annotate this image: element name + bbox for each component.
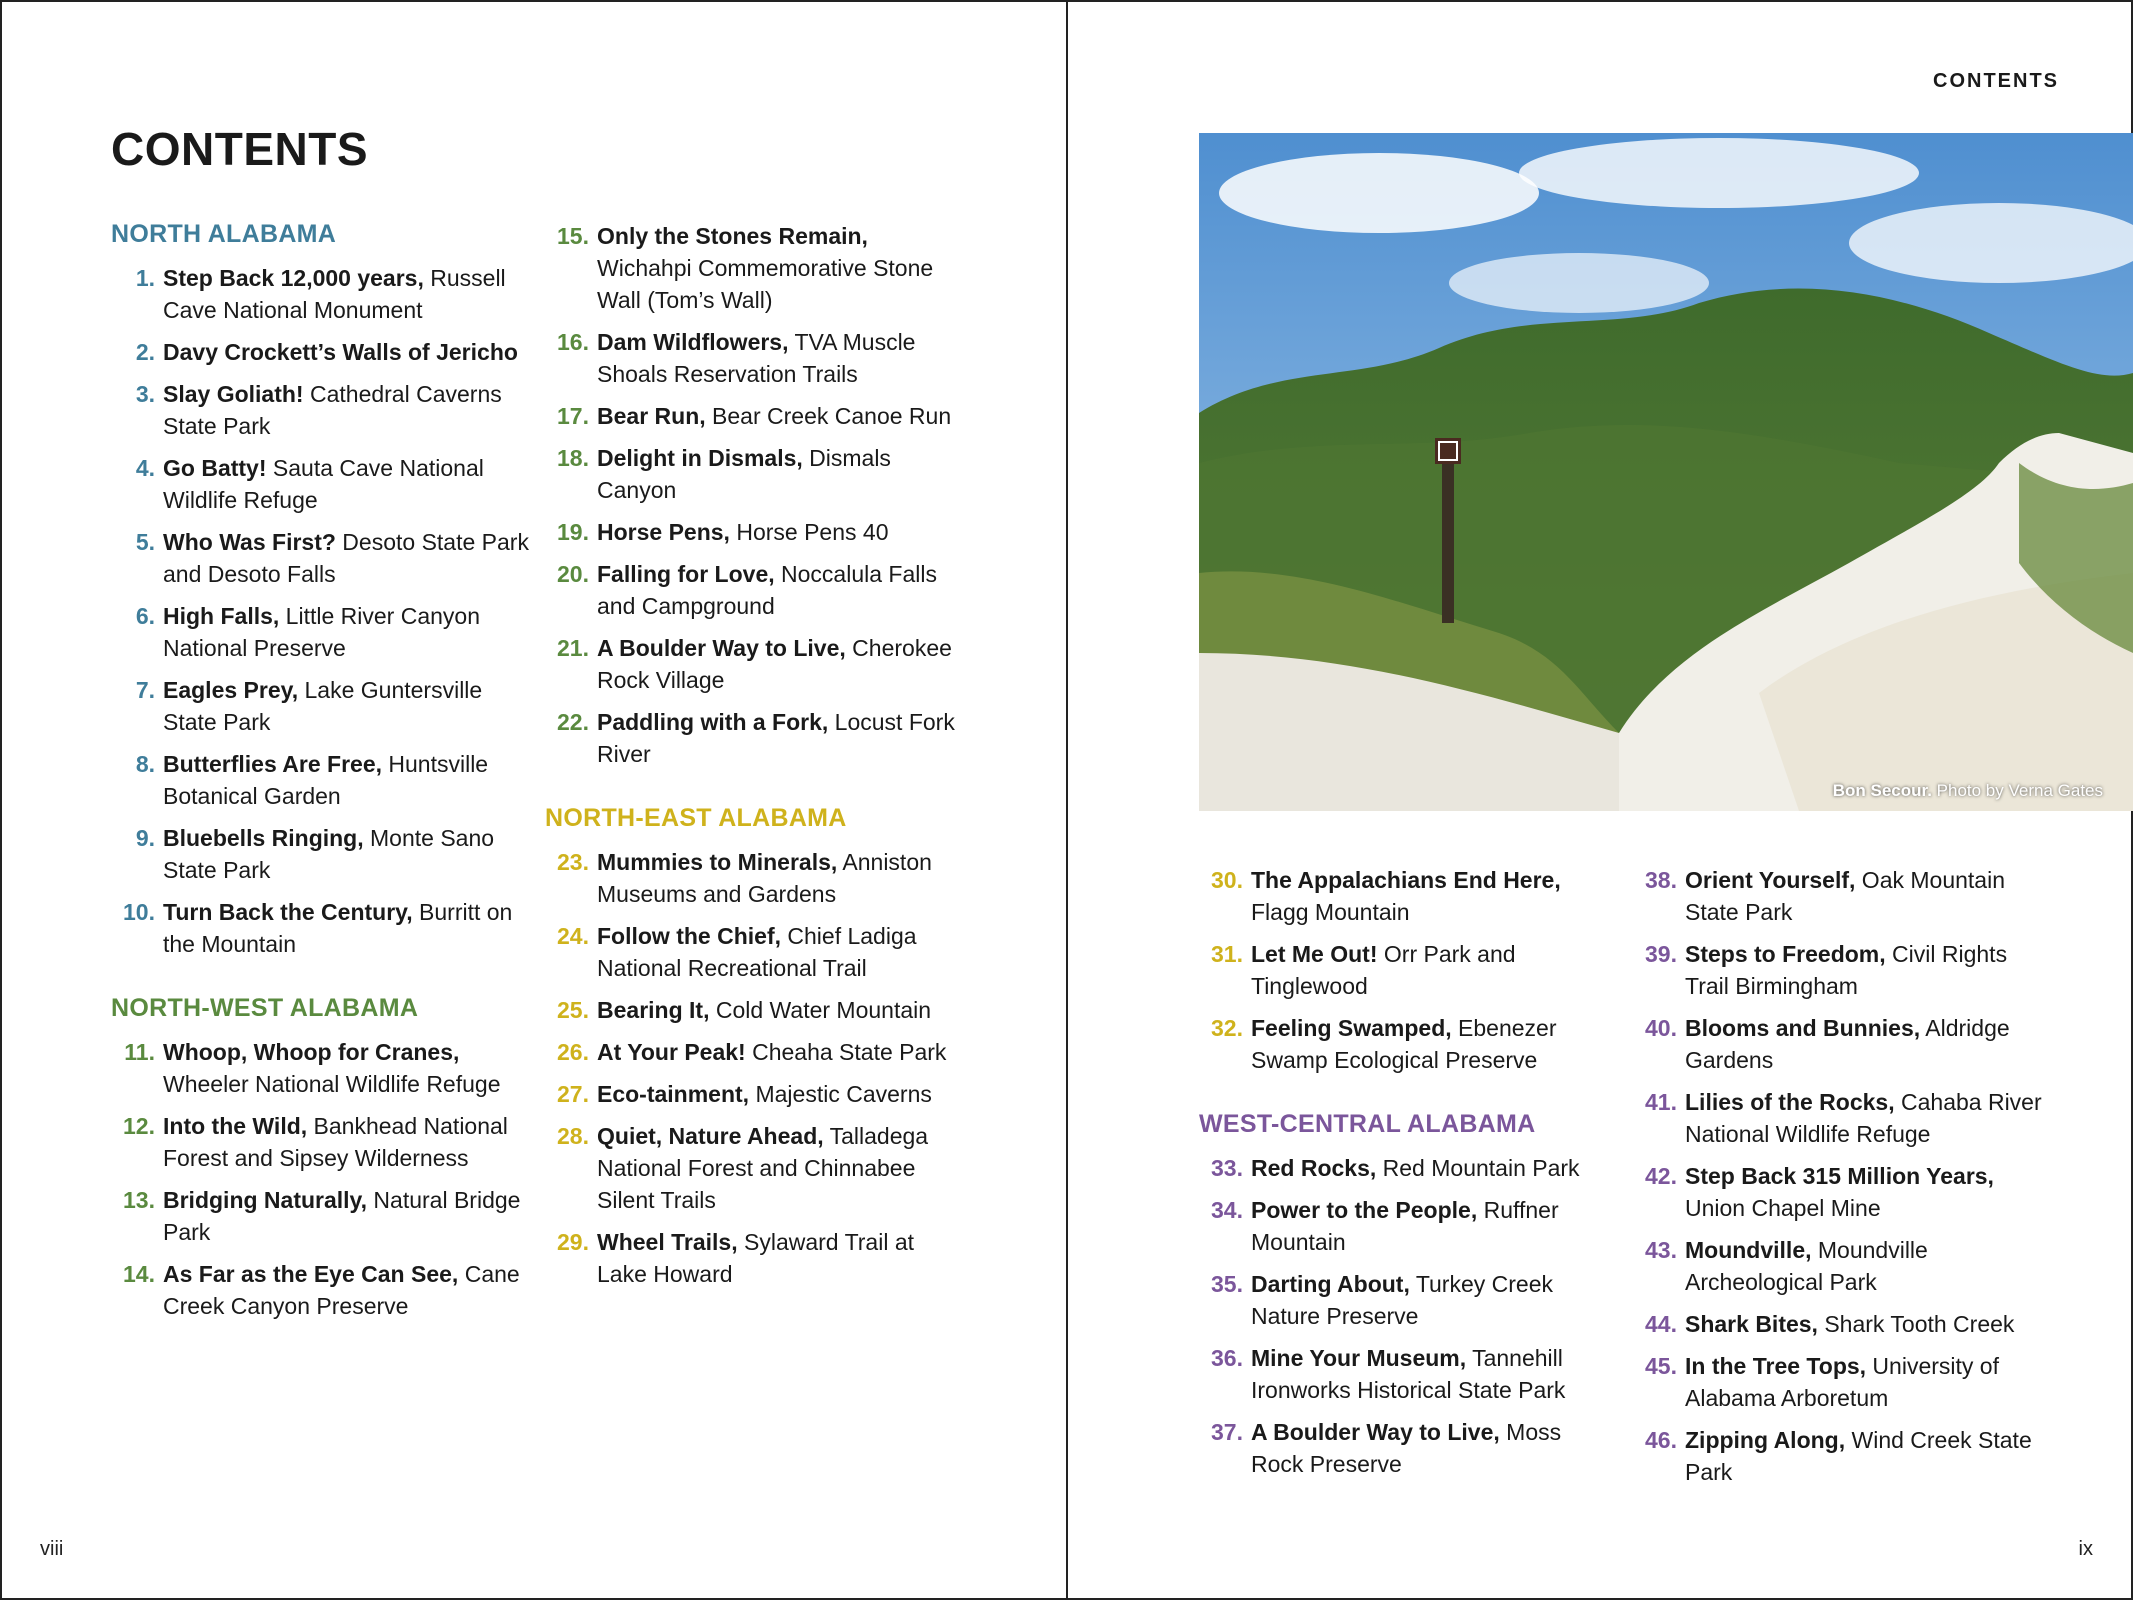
entry-title: Steps to Freedom, [1685,941,1886,967]
entry-location: Cheaha State Park [745,1039,947,1065]
entry-title: Power to the People, [1251,1197,1478,1223]
entry-number: 11. [124,1039,155,1065]
entry-title: As Far as the Eye Can See, [163,1261,459,1287]
toc-entry[interactable] [545,1078,965,1110]
entry-number: 42. [1645,1163,1677,1189]
entry-title: A Boulder Way to Live, [597,635,846,661]
toc-entry[interactable] [1199,1416,1619,1480]
entry-title: Bluebells Ringing, [163,825,364,851]
entry-number: 33. [1211,1155,1243,1181]
entry-location: Aldridge Gardens [1685,1015,2010,1073]
toc-entry[interactable] [1199,864,1619,928]
toc-entry[interactable] [1199,1012,1619,1076]
toc-entry[interactable] [1633,1086,2053,1150]
entry-number: 36. [1211,1345,1243,1371]
entry-title: Whoop, Whoop for Cranes, [163,1039,460,1065]
entry-location: Burritt on the Mountain [163,899,513,957]
entry-number: 28. [557,1123,589,1149]
entry-location: Orr Park and Tinglewood [1251,941,1516,999]
section-heading: NORTH ALABAMA [111,220,337,248]
entry-title: Horse Pens, [597,519,730,545]
section-heading: WEST-CENTRAL ALABAMA [1199,1110,1536,1138]
entry-title: At Your Peak! [597,1039,746,1065]
entry-number: 31. [1211,941,1243,967]
toc-entry[interactable] [1199,1194,1619,1258]
entry-title: High Falls, [163,603,280,629]
entry-location: Ebenezer Swamp Ecological Preserve [1251,1015,1557,1073]
entry-location: TVA Muscle Shoals Reservation Trails [597,329,916,387]
toc-entry[interactable] [545,516,965,548]
entry-number: 2. [135,339,155,365]
entry-title: Quiet, Nature Ahead, [597,1123,824,1149]
entry-number: 24. [557,923,589,949]
entry-location: Flagg Mountain [1251,899,1410,925]
entry-title: Shark Bites, [1685,1311,1818,1337]
entry-number: 17. [557,403,589,429]
entry-title: Bridging Naturally, [163,1187,368,1213]
bon-secour-photo [1199,133,2133,811]
toc-entry[interactable] [545,1226,965,1290]
entry-title: In the Tree Tops, [1685,1353,1867,1379]
entry-title: Turn Back the Century, [163,899,413,925]
entry-location: Sauta Cave National Wildlife Refuge [163,455,484,513]
entry-number: 22. [557,709,589,735]
entry-location: Red Mountain Park [1376,1155,1580,1181]
entry-title: Follow the Chief, [597,923,781,949]
toc-entry[interactable] [111,896,531,960]
entry-title: Bear Run, [597,403,706,429]
entry-number: 26. [557,1039,589,1065]
entry-title: Delight in Dismals, [597,445,803,471]
entry-location: University of Alabama Arboretum [1685,1353,1999,1411]
entry-location: Wheeler National Wildlife Refuge [163,1071,501,1097]
entry-number: 35. [1211,1271,1243,1297]
toc-entry[interactable] [1633,1234,2053,1298]
toc-entry[interactable] [545,400,965,432]
entry-number: 4. [135,455,155,481]
folio-right: ix [2078,1538,2093,1560]
entry-number: 41. [1645,1089,1677,1115]
toc-entry[interactable] [111,452,531,516]
entry-number: 5. [135,529,155,555]
entry-title: Who Was First? [163,529,336,555]
entry-title: Only the Stones Remain, [597,223,868,249]
entry-location: Chief Ladiga National Recreational Trail [597,923,917,981]
toc-entry[interactable] [545,1120,965,1216]
entry-location: Russell Cave National Monument [163,265,506,323]
toc-entry[interactable] [545,632,965,696]
caption-credit: Photo by Verna Gates [1931,781,2103,800]
entry-location: Majestic Caverns [749,1081,932,1107]
toc-entry[interactable] [111,674,531,738]
entry-number: 3. [135,381,155,407]
toc-entry[interactable] [1633,1424,2053,1488]
entry-location: Bankhead National Forest and Sipsey Wilderness [163,1113,508,1171]
toc-entry[interactable] [545,706,965,770]
toc-entry[interactable] [1633,1012,2053,1076]
toc-entry[interactable] [111,1036,531,1100]
entry-title: Davy Crockett’s Walls of Jericho [163,339,518,365]
entry-title: Feeling Swamped, [1251,1015,1452,1041]
entry-number: 30. [1211,867,1243,893]
entry-location: Sylaward Trail at Lake Howard [597,1229,915,1287]
entry-number: 45. [1645,1353,1677,1379]
entry-number: 7. [135,677,155,703]
page-title: CONTENTS [111,123,368,175]
toc-entry[interactable] [1199,938,1619,1002]
entry-location: Turkey Creek Nature Preserve [1251,1271,1553,1329]
photo-caption [1833,781,2103,801]
entry-location: Noccalula Falls and Campground [597,561,937,619]
toc-entry[interactable] [111,1258,531,1322]
toc-entry[interactable] [545,220,965,316]
running-head: CONTENTS [1933,70,2059,92]
entry-title: Into the Wild, [163,1113,308,1139]
entry-number: 39. [1645,941,1677,967]
entry-location: Cherokee Rock Village [597,635,952,693]
entry-location: Oak Mountain State Park [1685,867,2006,925]
folio-left: viii [40,1538,64,1560]
entry-title: Wheel Trails, [597,1229,738,1255]
toc-entry[interactable] [1633,1308,2053,1340]
toc-entry[interactable] [1633,938,2053,1002]
entry-title: Falling for Love, [597,561,775,587]
entry-number: 40. [1645,1015,1677,1041]
toc-entry[interactable] [545,846,965,910]
entry-number: 44. [1645,1311,1677,1337]
toc-entry[interactable] [111,262,531,326]
entry-number: 37. [1211,1419,1243,1445]
section-heading: NORTH-EAST ALABAMA [545,804,847,832]
entry-title: The Appalachians End Here, [1251,867,1561,893]
entry-location: Natural Bridge Park [163,1187,521,1245]
entry-title: Let Me Out! [1251,941,1378,967]
entry-location: Civil Rights Trail Birmingham [1685,941,2008,999]
entry-location: Wichahpi Commemorative Stone Wall (Tom’s Wall) [597,255,934,313]
entry-location: Shark Tooth Creek [1817,1311,2015,1337]
toc-entry[interactable] [545,994,965,1026]
toc-entry[interactable] [111,378,531,442]
entry-location: Wind Creek State Park [1685,1427,2032,1485]
toc-column-4 [1633,864,2053,1498]
entry-location: Moss Rock Preserve [1251,1419,1562,1477]
entry-title: Lilies of the Rocks, [1685,1089,1895,1115]
entry-number: 14. [123,1261,155,1287]
entry-title: Red Rocks, [1251,1155,1377,1181]
entry-title: Slay Goliath! [163,381,304,407]
toc-column-3 [1199,864,1619,1490]
toc-entry[interactable] [111,1110,531,1174]
entry-number: 18. [557,445,589,471]
entry-location: Ruffner Mountain [1251,1197,1559,1255]
entry-title: Eco-tainment, [597,1081,750,1107]
toc-entry[interactable] [545,442,965,506]
entry-title: Go Batty! [163,455,267,481]
entry-location: Lake Guntersville State Park [163,677,483,735]
entry-title: Step Back 315 Million Years, [1685,1163,1994,1189]
entry-number: 46. [1645,1427,1677,1453]
entry-number: 21. [557,635,589,661]
entry-location: Cold Water Mountain [709,997,932,1023]
entry-location: Anniston Museums and Gardens [597,849,932,907]
entry-number: 1. [135,265,155,291]
entry-number: 8. [135,751,155,777]
entry-title: Zipping Along, [1685,1427,1846,1453]
entry-number: 25. [557,997,589,1023]
entry-number: 32. [1211,1015,1243,1041]
entry-location: Moundville Archeological Park [1685,1237,1928,1295]
caption-location: Bon Secour. [1832,781,1932,800]
entry-number: 23. [557,849,589,875]
entry-location: Tannehill Ironworks Historical State Park [1251,1345,1566,1403]
entry-number: 19. [557,519,589,545]
entry-location: Desoto State Park and Desoto Falls [163,529,529,587]
gutter-divider [1066,0,1068,1600]
entry-title: Step Back 12,000 years, [163,265,424,291]
toc-entry[interactable] [545,920,965,984]
entry-location: Locust Fork River [597,709,955,767]
entry-location: Cahaba River National Wildlife Refuge [1685,1089,2042,1147]
section-heading: NORTH-WEST ALABAMA [111,994,419,1022]
toc-entry[interactable] [545,1036,965,1068]
entry-location: Monte Sano State Park [163,825,495,883]
entry-number: 15. [557,223,589,249]
entry-location: Union Chapel Mine [1685,1195,1881,1221]
entry-number: 43. [1645,1237,1677,1263]
entry-number: 29. [557,1229,589,1255]
entry-title: Orient Yourself, [1685,867,1856,893]
entry-number: 10. [123,899,155,925]
entry-title: Blooms and Bunnies, [1685,1015,1921,1041]
toc-entry[interactable] [111,600,531,664]
toc-entry[interactable] [111,526,531,590]
toc-column-1 [111,220,531,1332]
entry-number: 9. [135,825,155,851]
toc-entry[interactable] [1633,1350,2053,1414]
entry-number: 34. [1211,1197,1243,1223]
entry-title: Bearing It, [597,997,710,1023]
entry-number: 20. [557,561,589,587]
toc-entry[interactable] [1199,1342,1619,1406]
toc-entry[interactable] [111,1184,531,1248]
entry-title: Moundville, [1685,1237,1812,1263]
entry-location: Dismals Canyon [597,445,891,503]
entry-location: Cathedral Caverns State Park [163,381,502,439]
entry-number: 38. [1645,867,1677,893]
toc-entry[interactable] [1199,1268,1619,1332]
entry-title: Butterflies Are Free, [163,751,382,777]
toc-entry[interactable] [111,748,531,812]
entry-title: A Boulder Way to Live, [1251,1419,1500,1445]
entry-title: Darting About, [1251,1271,1410,1297]
entry-title: Dam Wildflowers, [597,329,789,355]
toc-entry[interactable] [1199,1152,1619,1184]
toc-entry[interactable] [111,336,531,368]
entry-number: 13. [123,1187,155,1213]
entry-number: 16. [557,329,589,355]
toc-entry[interactable] [545,558,965,622]
photo-illustration [1199,133,2133,811]
entry-number: 6. [135,603,155,629]
entry-title: Mummies to Minerals, [597,849,838,875]
entry-number: 27. [557,1081,589,1107]
entry-location: Huntsville Botanical Garden [163,751,489,809]
entry-number: 12. [123,1113,155,1139]
toc-entry[interactable] [1633,1160,2053,1224]
toc-entry[interactable] [1633,864,2053,928]
entry-location: Horse Pens 40 [729,519,889,545]
toc-entry[interactable] [545,326,965,390]
entry-location: Little River Canyon National Preserve [163,603,480,661]
toc-column-2 [545,220,965,1300]
toc-entry[interactable] [111,822,531,886]
entry-location: Talladega National Forest and Chinnabee Silent Trails [597,1123,929,1213]
entry-title: Paddling with a Fork, [597,709,829,735]
entry-location: Cane Creek Canyon Preserve [163,1261,520,1319]
entry-title: Mine Your Museum, [1251,1345,1467,1371]
entry-title: Eagles Prey, [163,677,299,703]
entry-location: Bear Creek Canoe Run [705,403,952,429]
